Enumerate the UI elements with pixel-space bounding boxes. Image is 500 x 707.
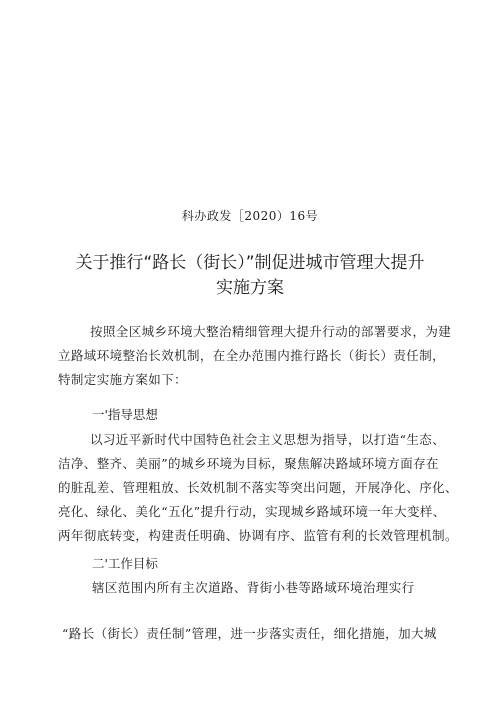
work-goals-continuation-line: “路长（街长）责任制”管理，进一步落实责任，细化措施，加大城 [62, 626, 437, 641]
section-heading-work-goals: 二'工作目标 [92, 556, 158, 571]
title-line-1: 关于推行“路长（街长）”制促进城市管理大提升 [75, 253, 425, 273]
title-line-2: 实施方案 [216, 278, 284, 298]
paragraph-line: 立路域环境整治长效机制，在全办范围内推行路长（街长）责任制， [58, 348, 446, 363]
section-heading-guiding-thought: 一'指导思想 [92, 407, 158, 422]
paragraph-line: 的脏乱差、管理粗放、长效机制不落实等突出问题，开展净化、序化、 [58, 480, 458, 495]
work-goals-paragraph-line: 辖区范围内所有主次道路、背街小巷等路域环境治理实行 [92, 580, 415, 595]
guiding-thought-paragraph [58, 428, 458, 548]
document-title [40, 251, 460, 301]
paragraph-line: 按照全区城乡环境大整治精细管理大提升行动的部署要求，为建 [90, 324, 452, 339]
intro-paragraph [58, 320, 452, 392]
paragraph-line: 洁净、整齐、美丽”的城乡环境为目标，聚焦解决路域环境方面存在 [58, 456, 439, 471]
paragraph-line: 特制定实施方案如下： [58, 372, 188, 387]
paragraph-line: 亮化、绿化、美化“五化”提升行动，实现城乡路域环境一年大变样、 [58, 504, 446, 519]
document-number: 科办政发［2020）16号 [181, 209, 319, 223]
paragraph-line: 以习近平新时代中国特色社会主义思想为指导，以打造“生态、 [90, 432, 446, 447]
paragraph-line: 两年彻底转变，构建责任明确、协调有序、监管有利的长效管理机制。 [58, 528, 458, 543]
